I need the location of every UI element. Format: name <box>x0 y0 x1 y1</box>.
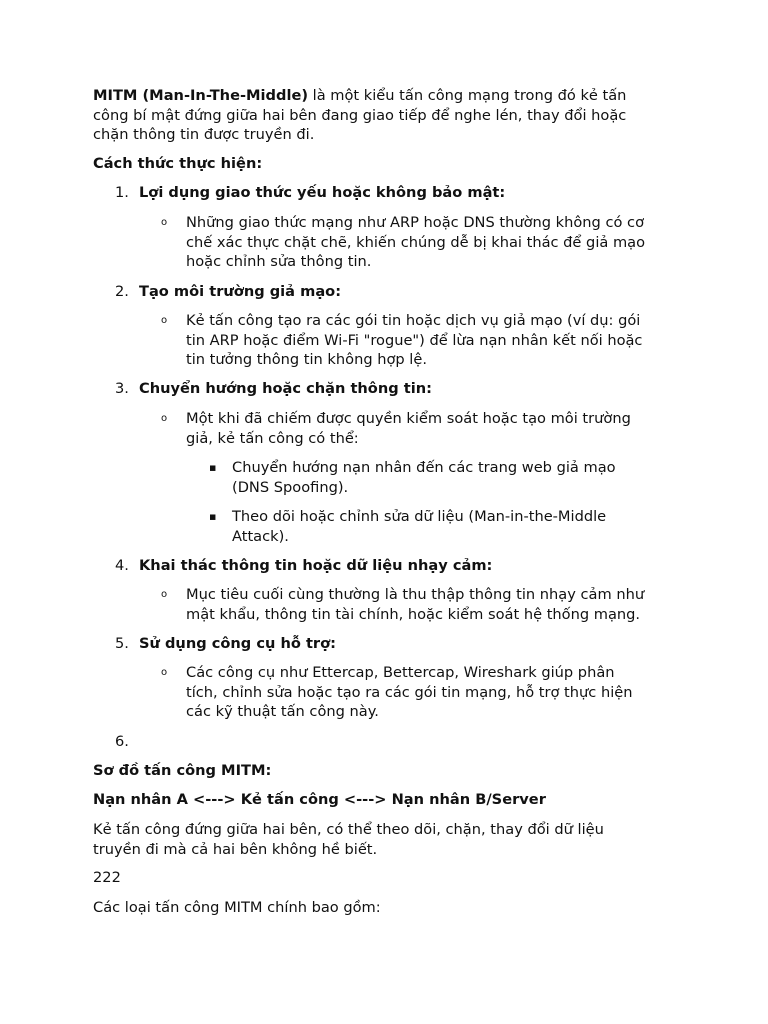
bullet-line: hoặc chỉnh sửa thông tin. <box>186 253 372 270</box>
step-2-bullet <box>186 311 678 370</box>
intro-line-1 <box>93 86 673 106</box>
explanation-line: truyền đi mà cả hai bên không hề biết. <box>93 840 378 858</box>
step-1-bullet <box>186 213 678 272</box>
bullet-line: Các công cụ như Ettercap, Bettercap, Wireshark giúp phân <box>186 664 615 681</box>
bullet-line: Mục tiêu cuối cùng thường là thu thập thông tin nhạy cảm như <box>186 586 645 603</box>
step-4-bullet-marker: o <box>161 589 168 600</box>
sub-bullet-2-marker: ▪ <box>209 510 217 523</box>
step-2-title: Tạo môi trường giả mạo: <box>139 283 342 300</box>
step-4-title: Khai thác thông tin hoặc dữ liệu nhạy cảm: <box>139 557 493 574</box>
number-text: 222 <box>93 869 121 886</box>
intro-line-2: công bí mật đứng giữa hai bên đang giao tiếp để nghe lén, thay đổi hoặc <box>93 106 627 124</box>
bullet-line: chế xác thực chặt chẽ, khiến chúng dễ bị khai thác để giả mạo <box>186 233 646 251</box>
sub-bullet-line: Chuyển hướng nạn nhân đến các trang web giả mạo <box>232 459 616 476</box>
sub-bullet-line: Attack). <box>232 527 289 545</box>
step-5-number: 5. <box>115 635 129 652</box>
step-1-title: Lợi dụng giao thức yếu hoặc không bảo mật: <box>139 184 506 201</box>
method-heading: Cách thức thực hiện: <box>93 155 263 172</box>
step-3-number: 3. <box>115 380 129 397</box>
sub-bullet-1-marker: ▪ <box>209 461 217 474</box>
step-5-title: Sử dụng công cụ hỗ trợ: <box>139 635 336 652</box>
step-4-number: 4. <box>115 557 129 574</box>
bullet-line: Kẻ tấn công tạo ra các gói tin hoặc dịch vụ giả mạo (ví dụ: gói <box>186 312 641 329</box>
step-6-number: 6. <box>115 733 129 750</box>
sub-bullet-1 <box>232 458 672 497</box>
step-4-bullet <box>186 585 678 624</box>
diagram-heading: Sơ đồ tấn công MITM: <box>93 762 272 779</box>
sub-bullet-line: Theo dõi hoặc chỉnh sửa dữ liệu (Man-in-the-Middle <box>232 508 607 525</box>
step-5-bullet <box>186 663 678 722</box>
bullet-line: Một khi đã chiếm được quyền kiểm soát hoặc tạo môi trường <box>186 410 631 427</box>
step-3-bullet-marker: o <box>161 413 168 424</box>
bullet-line: Những giao thức mạng như ARP hoặc DNS thường không có cơ <box>186 214 645 231</box>
bullet-line: giả, kẻ tấn công có thể: <box>186 429 359 447</box>
explanation-paragraph <box>93 820 673 859</box>
bullet-line: mật khẩu, thông tin tài chính, hoặc kiểm soát hệ thống mạng. <box>186 605 641 623</box>
step-1-bullet-marker: o <box>161 217 168 228</box>
sub-bullet-2 <box>232 507 672 546</box>
bullet-line: tin ARP hoặc điểm Wi-Fi "rogue") để lừa nạn nhân kết nối hoặc <box>186 331 643 349</box>
step-5-bullet-marker: o <box>161 667 168 678</box>
bullet-line: tin tưởng thông tin không hợp lệ. <box>186 351 427 368</box>
step-3-title: Chuyển hướng hoặc chặn thông tin: <box>139 380 432 397</box>
intro-line-3: chặn thông tin được truyền đi. <box>93 126 315 143</box>
explanation-line: Kẻ tấn công đứng giữa hai bên, có thể theo dõi, chặn, thay đổi dữ liệu <box>93 821 604 838</box>
step-2-bullet-marker: o <box>161 315 168 326</box>
intro-term: MITM (Man-In-The-Middle) <box>93 87 309 104</box>
bullet-line: các kỹ thuật tấn công này. <box>186 703 379 720</box>
step-2-number: 2. <box>115 283 129 300</box>
intro-paragraph <box>93 86 673 145</box>
intro-text: là một kiểu tấn công mạng trong đó kẻ tấn <box>308 87 627 104</box>
types-intro: Các loại tấn công MITM chính bao gồm: <box>93 899 381 916</box>
sub-bullet-line: (DNS Spoofing). <box>232 478 349 496</box>
bullet-line: tích, chỉnh sửa hoặc tạo ra các gói tin mạng, hỗ trợ thực hiện <box>186 683 633 701</box>
step-1-number: 1. <box>115 184 129 201</box>
step-3-bullet <box>186 409 678 448</box>
diagram-flow: Nạn nhân A <---> Kẻ tấn công <---> Nạn nhân B/Server <box>93 791 546 808</box>
